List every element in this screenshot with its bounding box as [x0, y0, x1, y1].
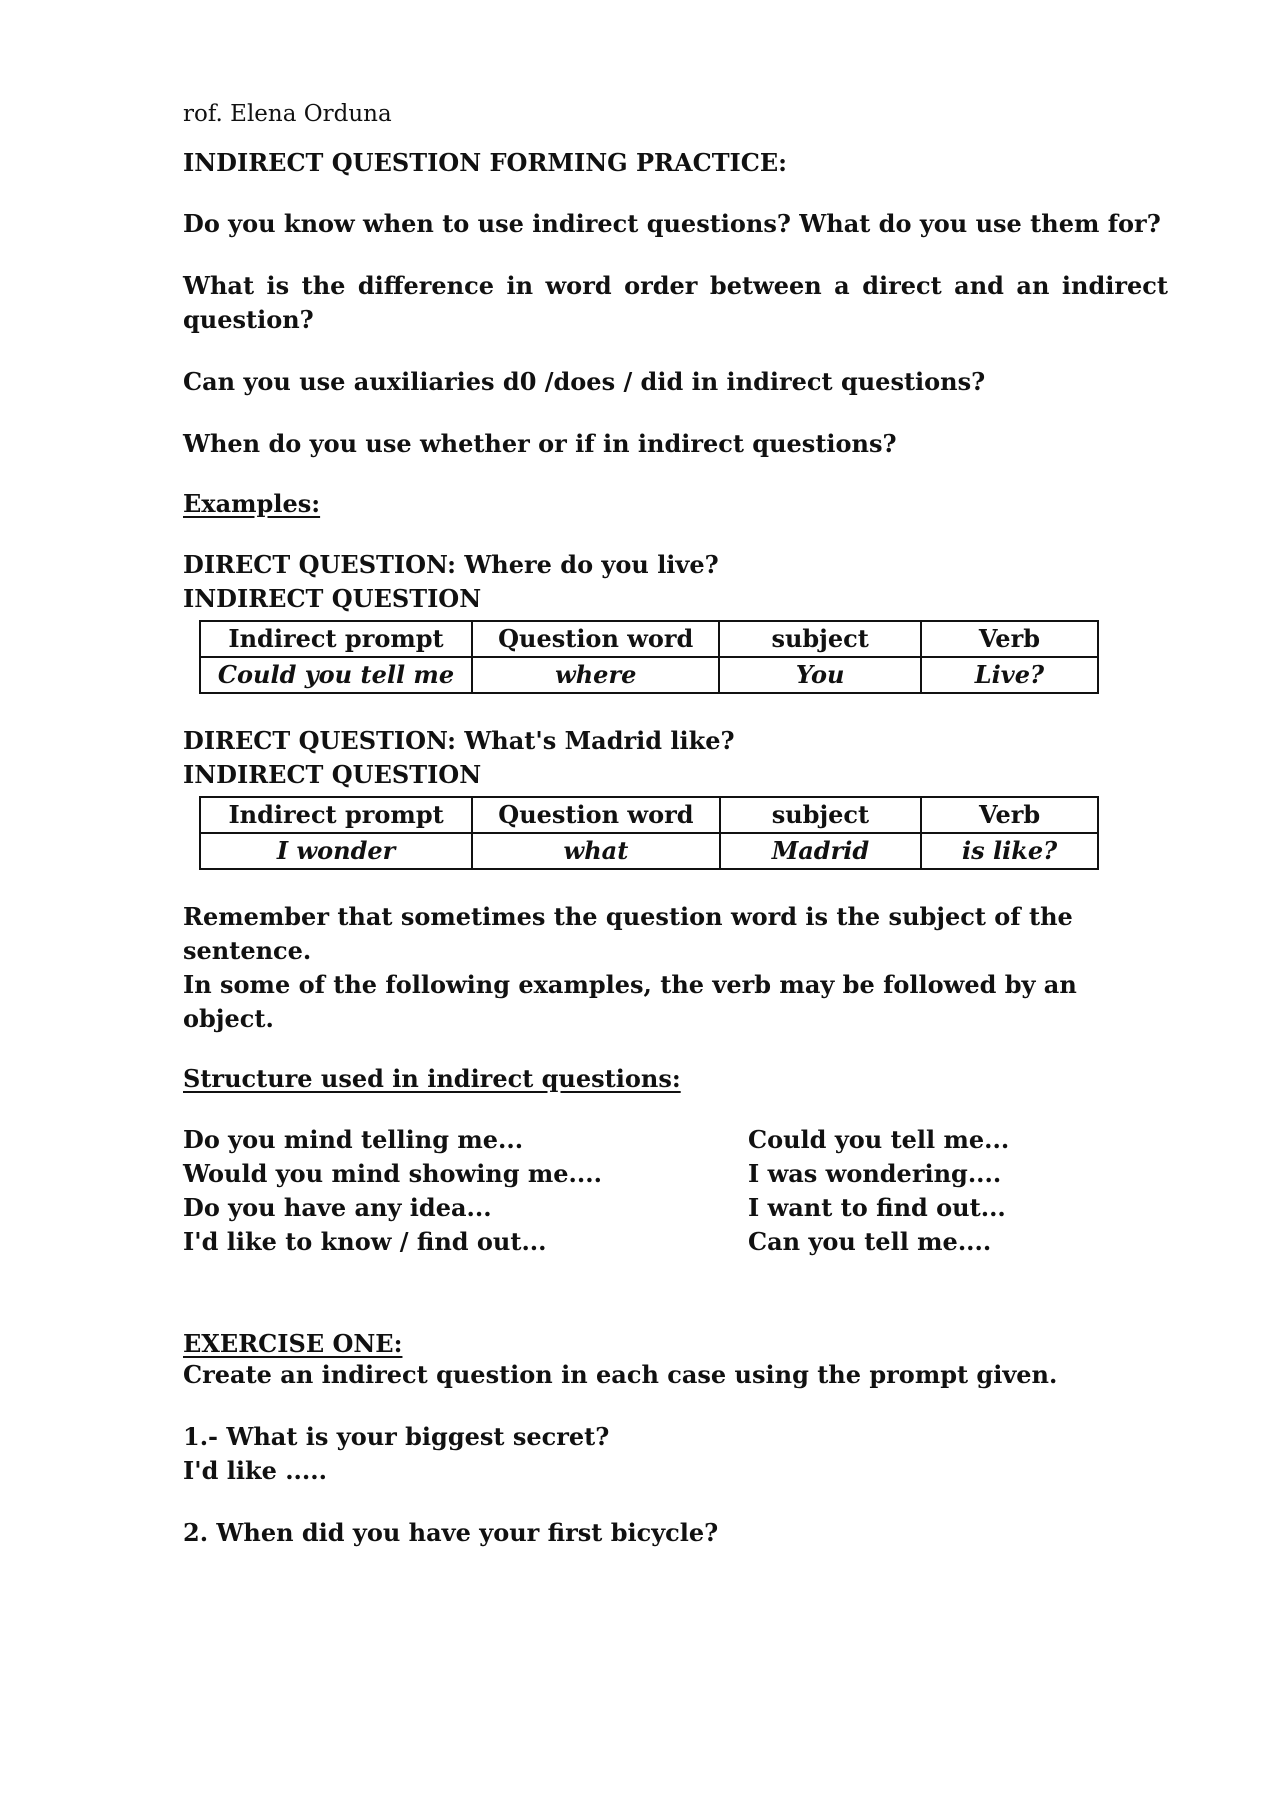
table-header-cell: Question word — [472, 621, 719, 657]
table-cell: is like? — [921, 833, 1098, 869]
exercise-item-1-question: 1.- What is your biggest secret? — [183, 1421, 610, 1451]
remember-line-1: Remember that sometimes the question word is the subject of the sentence. — [183, 901, 1073, 965]
structure-heading: Structure used in indirect questions: — [183, 1063, 681, 1093]
example2-direct: DIRECT QUESTION: What's Madrid like? — [183, 725, 735, 755]
remember-line-2: In some of the following examples, the verb may be followed by an object. — [183, 969, 1077, 1033]
question-1: Do you know when to use indirect questions? What do you use them for? — [183, 208, 1161, 238]
question-2: What is the difference in word order between a direct and an indirect question? — [183, 270, 1168, 334]
table-row — [200, 833, 1098, 869]
list-item: I want to find out... — [748, 1192, 1006, 1222]
example2-indirect-label: INDIRECT QUESTION — [183, 759, 482, 789]
table-header-row — [200, 621, 1098, 657]
list-item: Do you have any idea... — [183, 1192, 492, 1222]
table-header-cell: Question word — [472, 797, 720, 833]
table-header-row — [200, 797, 1098, 833]
table-cell: You — [719, 657, 920, 693]
structure-column-right — [748, 1123, 1168, 1259]
table-header-cell: Verb — [921, 797, 1098, 833]
list-item: Could you tell me... — [748, 1124, 1010, 1154]
list-item: Would you mind showing me.... — [183, 1158, 602, 1188]
list-item: Can you tell me.... — [748, 1226, 992, 1256]
exercise-item-2-question: 2. When did you have your first bicycle? — [183, 1517, 719, 1547]
example1-indirect-label: INDIRECT QUESTION — [183, 583, 482, 613]
exercise-item-1-prompt: I'd like ..... — [183, 1455, 327, 1485]
question-3: Can you use auxiliaries d0 /does / did in indirect questions? — [183, 366, 986, 396]
remember-note — [183, 900, 1168, 1036]
list-item: I'd like to know / find out... — [183, 1226, 547, 1256]
table-cell: Could you tell me — [200, 657, 472, 693]
table-cell: what — [472, 833, 720, 869]
exercise-instruction: Create an indirect question in each case using the prompt given. — [183, 1359, 1058, 1389]
exercise-item-1 — [183, 1420, 1168, 1488]
example1-direct: DIRECT QUESTION: Where do you live? — [183, 549, 719, 579]
examples-heading: Examples: — [183, 488, 321, 518]
table-header-cell: Indirect prompt — [200, 797, 472, 833]
author-line: rof. Elena Orduna — [183, 101, 392, 127]
table-header-cell: subject — [720, 797, 922, 833]
example1-table — [199, 620, 1099, 694]
worksheet-title: INDIRECT QUESTION FORMING PRACTICE: — [183, 147, 788, 177]
table-header-cell: subject — [719, 621, 920, 657]
example2-table — [199, 796, 1099, 870]
question-4: When do you use whether or if in indirect questions? — [183, 428, 897, 458]
table-row — [200, 657, 1098, 693]
table-cell: Live? — [921, 657, 1098, 693]
table-cell: I wonder — [200, 833, 472, 869]
structure-column-left — [183, 1123, 743, 1259]
table-cell: Madrid — [720, 833, 922, 869]
table-header-cell: Indirect prompt — [200, 621, 472, 657]
exercise-heading: EXERCISE ONE: — [183, 1328, 403, 1358]
worksheet-page — [183, 100, 1168, 1550]
table-header-cell: Verb — [921, 621, 1098, 657]
structure-list — [183, 1123, 1168, 1259]
list-item: I was wondering.... — [748, 1158, 1002, 1188]
table-cell: where — [472, 657, 719, 693]
list-item: Do you mind telling me... — [183, 1124, 524, 1154]
